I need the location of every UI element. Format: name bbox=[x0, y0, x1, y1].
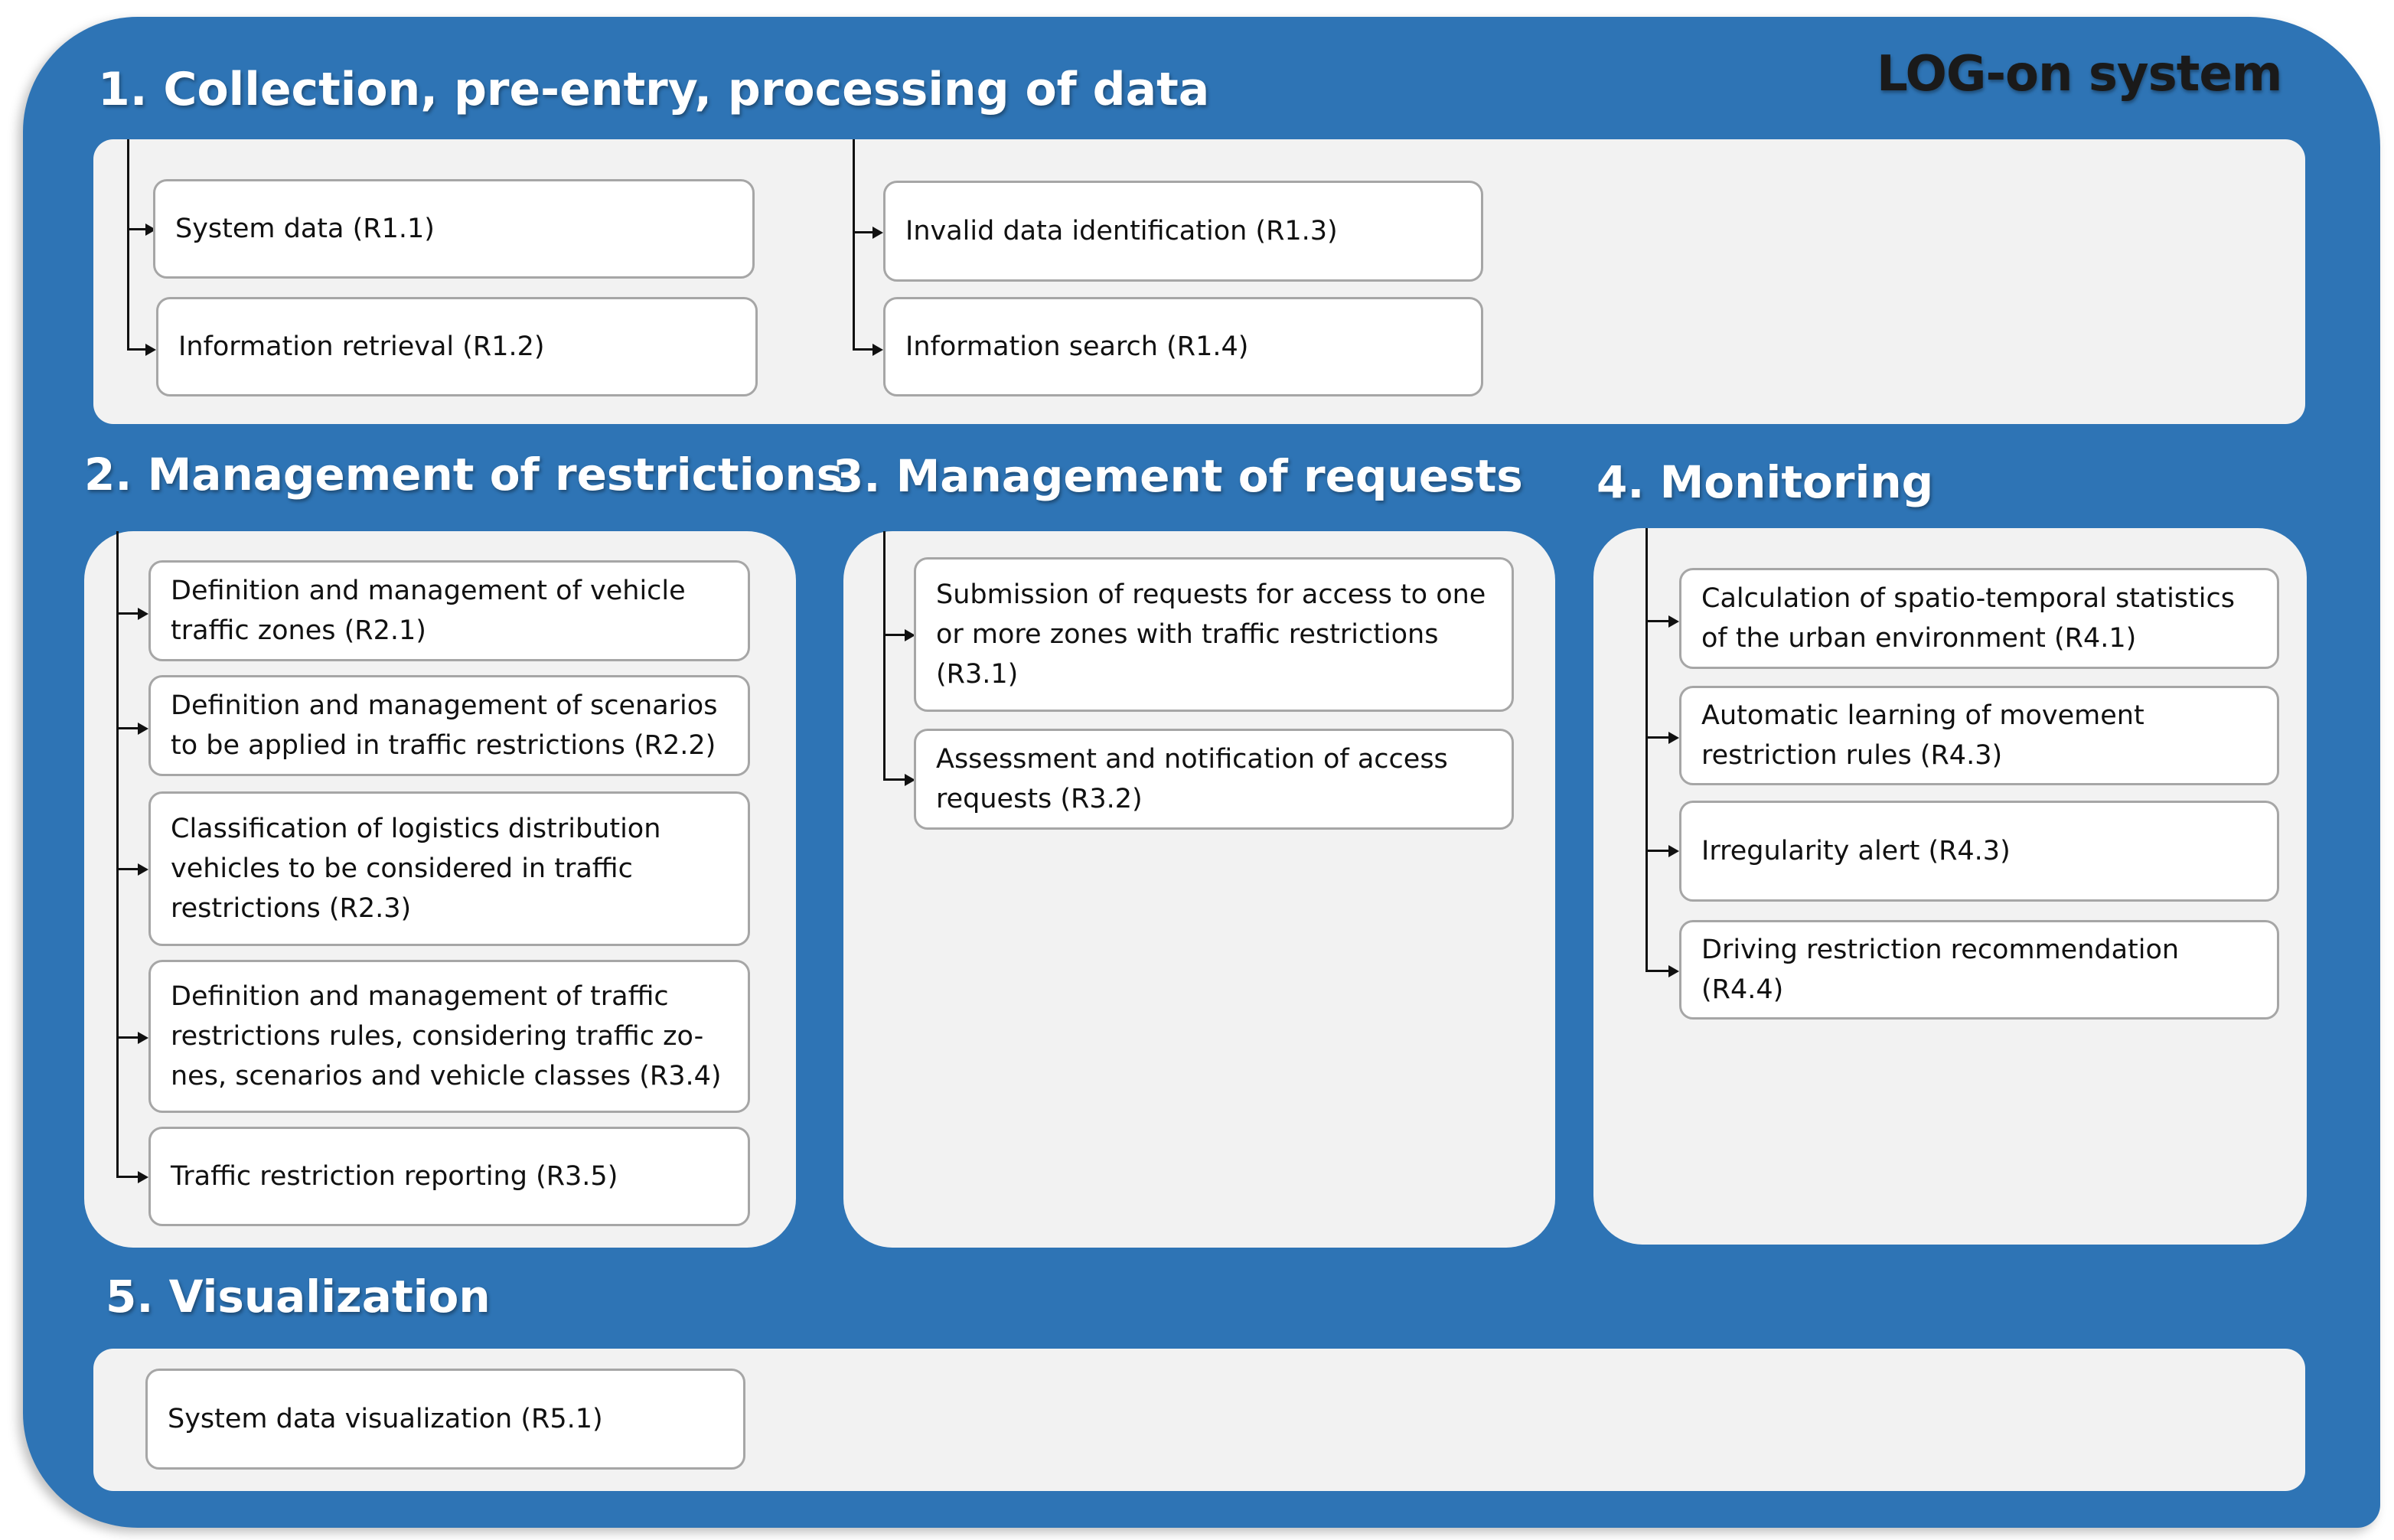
connector bbox=[127, 228, 147, 230]
connector bbox=[853, 231, 874, 233]
connector bbox=[883, 778, 906, 781]
requirement-box-r4-3-learning: Automatic learning of movement restriction rules (R4.3) bbox=[1679, 686, 2279, 785]
requirement-box-r5-1: System data visualization (R5.1) bbox=[145, 1369, 745, 1470]
requirement-box-r3-1: Submission of requests for access to one or more zones with traffic restrictions (R3.1) bbox=[914, 557, 1514, 712]
requirement-box-r1-3: Invalid data identification (R1.3) bbox=[883, 181, 1483, 282]
requirement-box-r3-4: Definition and management of traffic restrictions rules, considering traffic zo- nes, scenarios and vehicle classes (R3.4) bbox=[148, 960, 750, 1113]
connector bbox=[883, 531, 886, 781]
connector bbox=[116, 868, 139, 870]
connector bbox=[127, 348, 147, 351]
requirement-box-r1-1: System data (R1.1) bbox=[153, 179, 755, 279]
arrow-icon bbox=[872, 227, 883, 239]
arrow-icon bbox=[145, 344, 156, 356]
section-4-heading: 4. Monitoring bbox=[1597, 456, 1934, 508]
arrow-icon bbox=[1668, 845, 1679, 857]
arrow-icon bbox=[138, 723, 148, 735]
connector bbox=[1645, 850, 1670, 852]
requirement-box-r4-1: Calculation of spatio-temporal statistics of the urban environment (R4.1) bbox=[1679, 568, 2279, 669]
connector bbox=[1645, 620, 1670, 622]
connector bbox=[853, 139, 855, 351]
requirement-box-r1-2: Information retrieval (R1.2) bbox=[156, 297, 758, 396]
arrow-icon bbox=[1668, 732, 1679, 744]
arrow-icon bbox=[1668, 615, 1679, 628]
connector bbox=[116, 1176, 139, 1178]
connector bbox=[1645, 970, 1670, 972]
arrow-icon bbox=[138, 863, 148, 876]
connector bbox=[116, 531, 119, 1177]
connector bbox=[116, 1036, 139, 1039]
arrow-icon bbox=[138, 608, 148, 620]
section-5-heading: 5. Visualization bbox=[106, 1271, 491, 1323]
connector bbox=[1645, 528, 1648, 972]
arrow-icon bbox=[1668, 965, 1679, 977]
requirement-box-r2-2: Definition and management of scenarios to be applied in traffic restrictions (R2.2) bbox=[148, 675, 750, 776]
requirement-box-r1-4: Information search (R1.4) bbox=[883, 297, 1483, 396]
connector bbox=[853, 348, 874, 351]
requirement-box-r3-2: Assessment and notification of access requests (R3.2) bbox=[914, 729, 1514, 830]
arrow-icon bbox=[138, 1032, 148, 1044]
section-1-heading: 1. Collection, pre-entry, processing of data bbox=[98, 63, 1210, 116]
connector bbox=[127, 139, 129, 351]
requirement-box-r3-5: Traffic restriction reporting (R3.5) bbox=[148, 1127, 750, 1226]
system-title: LOG-on system bbox=[1877, 46, 2282, 103]
requirement-box-r4-4: Driving restriction recommendation (R4.4) bbox=[1679, 920, 2279, 1020]
connector bbox=[116, 612, 139, 615]
requirement-box-r2-1: Definition and management of vehicle traffic zones (R2.1) bbox=[148, 560, 750, 661]
connector bbox=[116, 727, 139, 729]
section-3-heading: 3. Management of requests bbox=[833, 450, 1523, 502]
arrow-icon bbox=[138, 1171, 148, 1183]
connector bbox=[1645, 736, 1670, 739]
arrow-icon bbox=[872, 344, 883, 356]
requirement-box-r4-3-alert: Irregularity alert (R4.3) bbox=[1679, 801, 2279, 902]
section-2-heading: 2. Management of restrictions bbox=[84, 449, 843, 501]
connector bbox=[883, 634, 906, 636]
requirement-box-r2-3: Classification of logistics distribution vehicles to be considered in traffic restrictions (R2.3) bbox=[148, 791, 750, 946]
